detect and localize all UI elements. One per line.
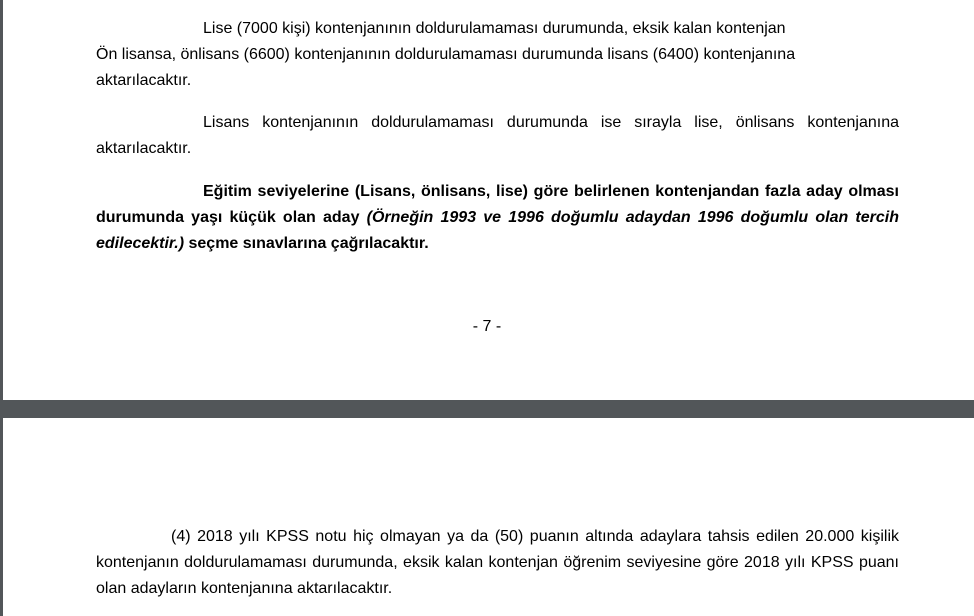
paragraph-text: seçme sınavlarına çağrılacaktır. (184, 235, 429, 252)
paragraph-kpss-quota: (4) 2018 yılı KPSS notu hiç olmayan ya da (50) puanın altında adaylara tahsis edilen 20.000 kişilik kontenjanın doldurulamaması durumunda, eksik kalan kontenjan öğrenim seviyesine göre 2018 yılı KPSS puanı olan adayların kontenjanına aktarılacaktır. (96, 528, 899, 597)
paragraph-quota-transfer (96, 16, 899, 94)
paragraph-line: Lise (7000 kişi) kontenjanının doldurulamaması durumunda, eksik kalan kontenjan (203, 20, 786, 37)
paragraph-line: aktarılacaktır. (96, 72, 192, 89)
page-number: - 7 - (472, 318, 502, 335)
paragraph-age-priority (96, 179, 899, 257)
page-separator (0, 400, 974, 418)
example-note: (Örneğin 1993 ve 1996 doğumlu adaydan 1996 doğumlu olan tercih edilecektir.) (96, 209, 899, 252)
paragraph-text: Eğitim seviyelerine (Lisans, önlisans, lise) göre belirlenen kontenjandan fazla aday olması durumunda yaşı küçük olan aday (96, 183, 899, 226)
paragraph-line: Ön lisansa, önlisans (6600) kontenjanının doldurulamaması durumunda lisans (6400) kontenjanına (96, 46, 796, 63)
paragraph-lisans-transfer: Lisans kontenjanının doldurulamaması durumunda ise sırayla lise, önlisans kontenjanına aktarılacaktır. (96, 114, 899, 157)
